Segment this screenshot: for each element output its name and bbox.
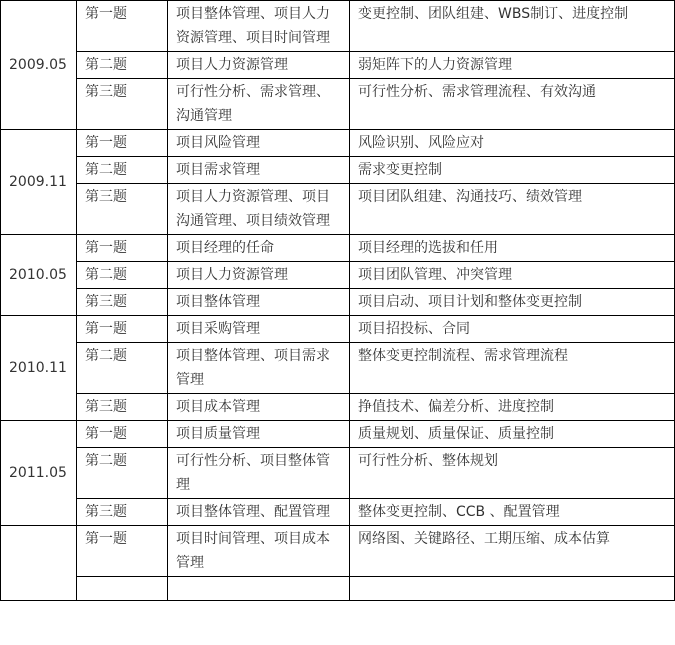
table-row <box>1 577 675 601</box>
content-cell: 项目团队管理、冲突管理 <box>350 262 675 289</box>
exam-date-cell <box>1 526 77 601</box>
table-row <box>1 130 675 157</box>
question-number-cell: 第三题 <box>77 499 168 526</box>
question-number-cell: 第一题 <box>77 1 168 52</box>
content-cell: 可行性分析、整体规划 <box>350 448 675 499</box>
table-row <box>1 235 675 262</box>
exam-date-cell: 2010.05 <box>1 235 77 316</box>
table-row <box>1 289 675 316</box>
topic-cell: 可行性分析、需求管理、沟通管理 <box>168 79 350 130</box>
content-cell: 风险识别、风险应对 <box>350 130 675 157</box>
question-number-cell: 第三题 <box>77 79 168 130</box>
topic-cell: 项目人力资源管理 <box>168 52 350 79</box>
content-cell <box>350 577 675 601</box>
question-number-cell: 第三题 <box>77 184 168 235</box>
question-number-cell: 第一题 <box>77 235 168 262</box>
topic-cell: 项目整体管理 <box>168 289 350 316</box>
table-row <box>1 394 675 421</box>
topic-cell: 项目整体管理、项目需求管理 <box>168 343 350 394</box>
question-number-cell: 第三题 <box>77 289 168 316</box>
table-row <box>1 184 675 235</box>
content-cell: 整体变更控制流程、需求管理流程 <box>350 343 675 394</box>
content-cell: 质量规划、质量保证、质量控制 <box>350 421 675 448</box>
table-row <box>1 316 675 343</box>
topic-cell: 项目整体管理、项目人力资源管理、项目时间管理 <box>168 1 350 52</box>
topic-cell: 项目人力资源管理 <box>168 262 350 289</box>
content-cell: 项目团队组建、沟通技巧、绩效管理 <box>350 184 675 235</box>
question-number-cell: 第二题 <box>77 52 168 79</box>
table-row <box>1 79 675 130</box>
question-number-cell: 第二题 <box>77 448 168 499</box>
table-row <box>1 448 675 499</box>
topic-cell: 可行性分析、项目整体管理 <box>168 448 350 499</box>
table-row <box>1 52 675 79</box>
content-cell: 需求变更控制 <box>350 157 675 184</box>
question-number-cell: 第一题 <box>77 421 168 448</box>
table-row <box>1 262 675 289</box>
topic-cell: 项目成本管理 <box>168 394 350 421</box>
exam-date-cell: 2009.05 <box>1 1 77 130</box>
question-number-cell: 第一题 <box>77 316 168 343</box>
question-number-cell: 第一题 <box>77 526 168 577</box>
table-row <box>1 1 675 52</box>
content-cell: 网络图、关键路径、工期压缩、成本估算 <box>350 526 675 577</box>
question-number-cell: 第一题 <box>77 130 168 157</box>
content-cell: 变更控制、团队组建、WBS制订、进度控制 <box>350 1 675 52</box>
exam-date-cell: 2010.11 <box>1 316 77 421</box>
question-number-cell: 第二题 <box>77 262 168 289</box>
exam-date-cell: 2011.05 <box>1 421 77 526</box>
topic-cell: 项目需求管理 <box>168 157 350 184</box>
table-row <box>1 343 675 394</box>
topic-cell <box>168 577 350 601</box>
table-row <box>1 499 675 526</box>
topic-cell: 项目人力资源管理、项目沟通管理、项目绩效管理 <box>168 184 350 235</box>
topic-cell: 项目风险管理 <box>168 130 350 157</box>
exam-date-cell: 2009.11 <box>1 130 77 235</box>
content-cell: 整体变更控制、CCB 、配置管理 <box>350 499 675 526</box>
question-number-cell: 第二题 <box>77 343 168 394</box>
content-cell: 项目启动、项目计划和整体变更控制 <box>350 289 675 316</box>
table-row <box>1 157 675 184</box>
content-cell: 挣值技术、偏差分析、进度控制 <box>350 394 675 421</box>
content-cell: 项目经理的选拔和任用 <box>350 235 675 262</box>
topic-cell: 项目经理的任命 <box>168 235 350 262</box>
table-row <box>1 421 675 448</box>
content-cell: 项目招投标、合同 <box>350 316 675 343</box>
content-cell: 可行性分析、需求管理流程、有效沟通 <box>350 79 675 130</box>
question-number-cell: 第三题 <box>77 394 168 421</box>
question-number-cell <box>77 577 168 601</box>
topic-cell: 项目采购管理 <box>168 316 350 343</box>
topic-cell: 项目时间管理、项目成本管理 <box>168 526 350 577</box>
content-cell: 弱矩阵下的人力资源管理 <box>350 52 675 79</box>
table-row <box>1 526 675 577</box>
question-number-cell: 第二题 <box>77 157 168 184</box>
topic-cell: 项目质量管理 <box>168 421 350 448</box>
topic-cell: 项目整体管理、配置管理 <box>168 499 350 526</box>
